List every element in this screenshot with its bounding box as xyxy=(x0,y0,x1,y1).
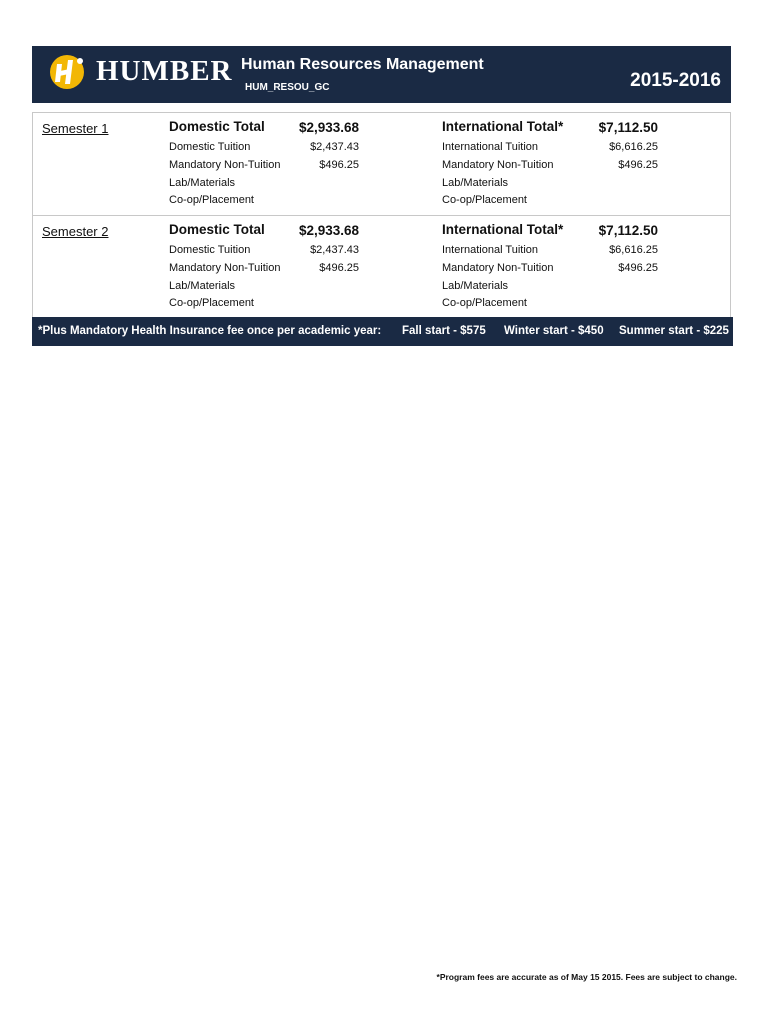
domestic-total-value: $2,933.68 xyxy=(298,223,359,238)
fee-line-value: $496.25 xyxy=(618,159,658,171)
domestic-total-label: Domestic Total xyxy=(169,222,265,237)
brand-wordmark: HUMBER xyxy=(96,55,233,87)
fee-line-value: $6,616.25 xyxy=(609,141,658,153)
fee-line-label: International Tuition xyxy=(442,244,539,256)
fee-line-value: $496.25 xyxy=(319,159,359,171)
winter-start-fee: Winter start - $450 xyxy=(504,325,604,337)
fee-line-value: $496.25 xyxy=(618,262,658,274)
academic-year: 2015-2016 xyxy=(630,70,721,91)
program-title: Human Resources Management xyxy=(241,56,484,73)
international-total-value: $7,112.50 xyxy=(598,120,658,135)
fee-line-label: Mandatory Non-Tuition xyxy=(169,159,281,171)
humber-logo-icon xyxy=(48,52,86,92)
fee-line-value: $6,616.25 xyxy=(609,244,658,256)
fee-table xyxy=(32,112,731,318)
semester-row xyxy=(33,215,730,318)
international-total-label: International Total* xyxy=(442,222,564,237)
fee-line-label: Mandatory Non-Tuition xyxy=(442,159,554,171)
fee-line-label: Domestic Tuition xyxy=(169,141,251,153)
semester-row xyxy=(33,113,730,215)
health-insurance-bar xyxy=(32,317,733,346)
fee-line-label: Lab/Materials xyxy=(169,177,236,189)
international-total-value: $7,112.50 xyxy=(598,223,658,238)
health-insurance-note: *Plus Mandatory Health Insurance fee once per academic year: xyxy=(38,325,382,337)
fee-line-label: Lab/Materials xyxy=(442,280,509,292)
summer-start-fee: Summer start - $225 xyxy=(619,325,729,337)
fee-line-value: $2,437.43 xyxy=(310,141,359,153)
fee-disclaimer: *Program fees are accurate as of May 15 2015. Fees are subject to change. xyxy=(436,972,737,982)
fee-line-label: Mandatory Non-Tuition xyxy=(442,262,554,274)
fee-line-label: Lab/Materials xyxy=(169,280,236,292)
domestic-total-label: Domestic Total xyxy=(169,119,265,134)
semester-label: Semester 1 xyxy=(42,121,109,136)
fee-line-label: Co-op/Placement xyxy=(169,297,254,309)
semester-label: Semester 2 xyxy=(42,224,109,239)
fall-start-fee: Fall start - $575 xyxy=(402,325,486,337)
fee-line-label: International Tuition xyxy=(442,141,539,153)
fee-line-label: Co-op/Placement xyxy=(442,297,527,309)
fee-line-label: Domestic Tuition xyxy=(169,244,251,256)
program-code: HUM_RESOU_GC xyxy=(245,82,330,93)
domestic-total-value: $2,933.68 xyxy=(298,120,359,135)
international-total-label: International Total* xyxy=(442,119,564,134)
fee-line-label: Lab/Materials xyxy=(442,177,509,189)
fee-line-label: Co-op/Placement xyxy=(442,194,527,206)
fee-line-value: $496.25 xyxy=(319,262,359,274)
fee-line-label: Mandatory Non-Tuition xyxy=(169,262,281,274)
fee-line-value: $2,437.43 xyxy=(310,244,359,256)
page-header xyxy=(32,46,731,103)
fee-line-label: Co-op/Placement xyxy=(169,194,254,206)
